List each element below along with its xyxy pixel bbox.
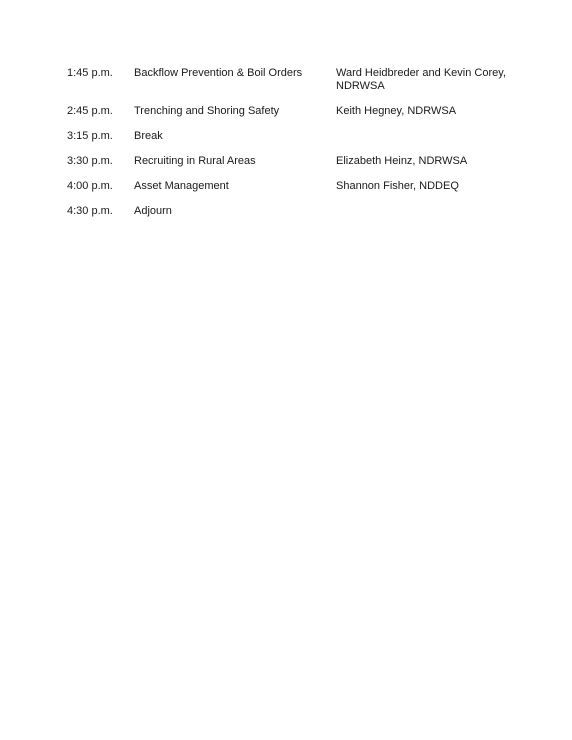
agenda-speaker: Ward Heidbreder and Kevin Corey, NDRWSA — [336, 67, 506, 92]
agenda-row — [67, 180, 537, 193]
agenda-topic: Trenching and Shoring Safety — [134, 105, 280, 117]
agenda-row — [67, 105, 537, 118]
agenda-topic: Asset Management — [134, 180, 229, 192]
agenda-row — [67, 205, 537, 218]
agenda-speaker: Keith Hegney, NDRWSA — [336, 105, 457, 117]
agenda-topic: Backflow Prevention & Boil Orders — [134, 67, 303, 79]
agenda-speaker: Shannon Fisher, NDDEQ — [336, 180, 459, 192]
agenda-time: 4:30 p.m. — [67, 205, 113, 217]
agenda-row — [67, 130, 537, 143]
agenda-topic: Adjourn — [134, 205, 172, 217]
agenda-schedule — [67, 67, 537, 230]
agenda-row — [67, 155, 537, 168]
agenda-time: 3:30 p.m. — [67, 155, 113, 167]
agenda-topic: Recruiting in Rural Areas — [134, 155, 256, 167]
agenda-speaker: Elizabeth Heinz, NDRWSA — [336, 155, 468, 167]
agenda-time: 3:15 p.m. — [67, 130, 113, 142]
agenda-time: 4:00 p.m. — [67, 180, 113, 192]
agenda-time: 2:45 p.m. — [67, 105, 113, 117]
agenda-row — [67, 67, 537, 93]
agenda-time: 1:45 p.m. — [67, 67, 113, 79]
agenda-topic: Break — [134, 130, 163, 142]
